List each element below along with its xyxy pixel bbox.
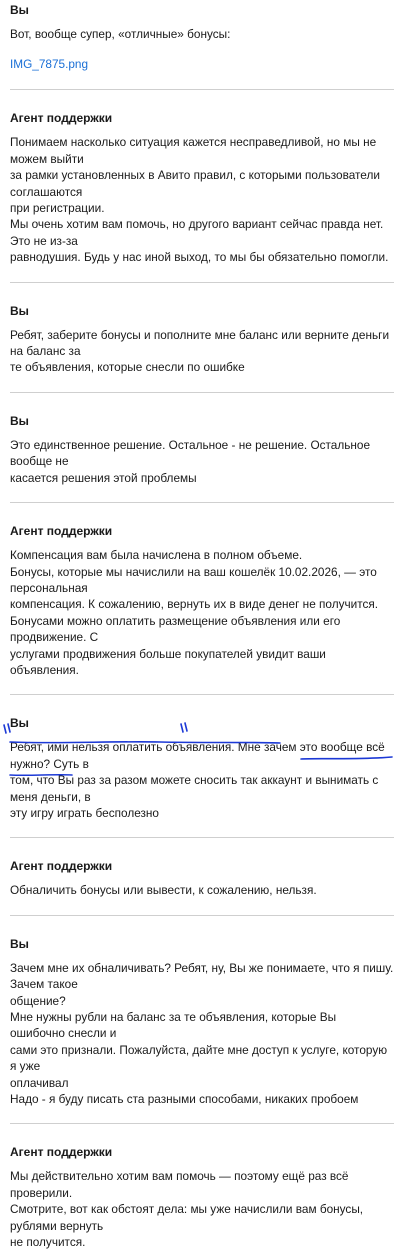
message-sender: Вы xyxy=(10,413,29,428)
message-text-line: общение? xyxy=(10,993,66,1008)
message-sender: Вы xyxy=(10,716,29,731)
message-text-line: эту игру играть бесполезно xyxy=(10,805,159,820)
message-text-line: Ребят, ими нельзя оплатить объявления. Мне зачем это вообще всё нужно? Суть в xyxy=(10,740,385,771)
message-text-line: не получится. xyxy=(10,1235,86,1250)
message-user xyxy=(10,393,394,503)
message-sender: Агент поддержки xyxy=(10,111,113,126)
message-text-line: Надо - я буду писать ста разными способами, никаких пробоем xyxy=(10,1092,359,1107)
support-chat-thread xyxy=(0,2,394,1250)
message-text-line: услугами продвижения больше покупателей увидит ваши объявления. xyxy=(10,646,326,677)
message-sender: Агент поддержки xyxy=(10,859,113,874)
message-agent xyxy=(10,838,394,915)
message-text-line: те объявления, которые снесли по ошибке xyxy=(10,360,245,375)
message-text-line: Мне нужны рубли на баланс за те объявления, которые Вы ошибочно снесли и xyxy=(10,1010,337,1041)
message-text-line: Ребят, заберите бонусы и пополните мне баланс или верните деньги на баланс за xyxy=(10,327,390,359)
message-text-line: за рамки установленных в Авито правил, с которыми пользователи соглашаются xyxy=(10,168,380,199)
message-text-line: Понимаем насколько ситуация кажется несправедливой, но мы не можем выйти xyxy=(10,135,377,166)
message-text-line: Вот, вообще супер, «отличные» бонусы: xyxy=(10,27,231,41)
message-text-line: Компенсация вам была начислена в полном объеме. xyxy=(10,548,303,563)
message-text-line: Это единственное решение. Остальное - не решение. Остальное вообще не xyxy=(10,437,371,469)
message-text-line: Бонусами можно оплатить размещение объявления или его продвижение. С xyxy=(10,613,341,645)
message-sender: Агент поддержки xyxy=(10,524,113,539)
message-sender: Вы xyxy=(10,303,29,318)
message-text-line: оплачивал xyxy=(10,1075,69,1090)
message-text-line: Обналичить бонусы или вывести, к сожалению, нельзя. xyxy=(10,883,317,898)
message-sender: Агент поддержки xyxy=(10,1145,113,1160)
message-user xyxy=(10,695,394,838)
message-text-line: Смотрите, вот как обстоят дела: мы уже начислили вам бонусы, рублями вернуть xyxy=(10,1202,364,1233)
message-text-line: компенсация. К сожалению, вернуть их в виде денег не получится. xyxy=(10,597,379,612)
message-text-line: Мы действительно хотим вам помочь — поэтому ещё раз всё проверили. xyxy=(10,1169,349,1200)
message-text-line: сами это признали. Пожалуйста, дайте мне доступ к услуге, которую я уже xyxy=(10,1042,388,1074)
message-agent xyxy=(10,90,394,282)
message-sender: Вы xyxy=(10,936,29,951)
message-text-line: Мы очень хотим вам помочь, но другого вариант сейчас правда нет. Это не из-за xyxy=(10,217,384,248)
message-text-line: при регистрации. xyxy=(10,201,105,216)
message-user xyxy=(10,916,394,1125)
message-text-line: том, что Вы раз за разом можете сносить так аккаунт и вынимать с меня деньги, в xyxy=(10,773,379,804)
message-agent xyxy=(10,1124,394,1250)
message-sender: Вы xyxy=(10,3,29,17)
message-text-line: равнодушия. Будь у нас иной выход, то мы бы обязательно помогли. xyxy=(10,250,389,265)
message-text-line: Бонусы, которые мы начислили на ваш кошелёк 10.02.2026, — это персональная xyxy=(10,564,377,595)
message-user xyxy=(10,283,394,393)
message-text-line: касается решения этой проблемы xyxy=(10,470,197,485)
message-text-line: Зачем мне их обналичивать? Ребят, ну, Вы же понимаете, что я пишу. Зачем такое xyxy=(10,960,394,992)
message-agent xyxy=(10,503,394,695)
attachment-link[interactable]: IMG_7875.png xyxy=(10,57,89,72)
message-user xyxy=(10,2,394,90)
